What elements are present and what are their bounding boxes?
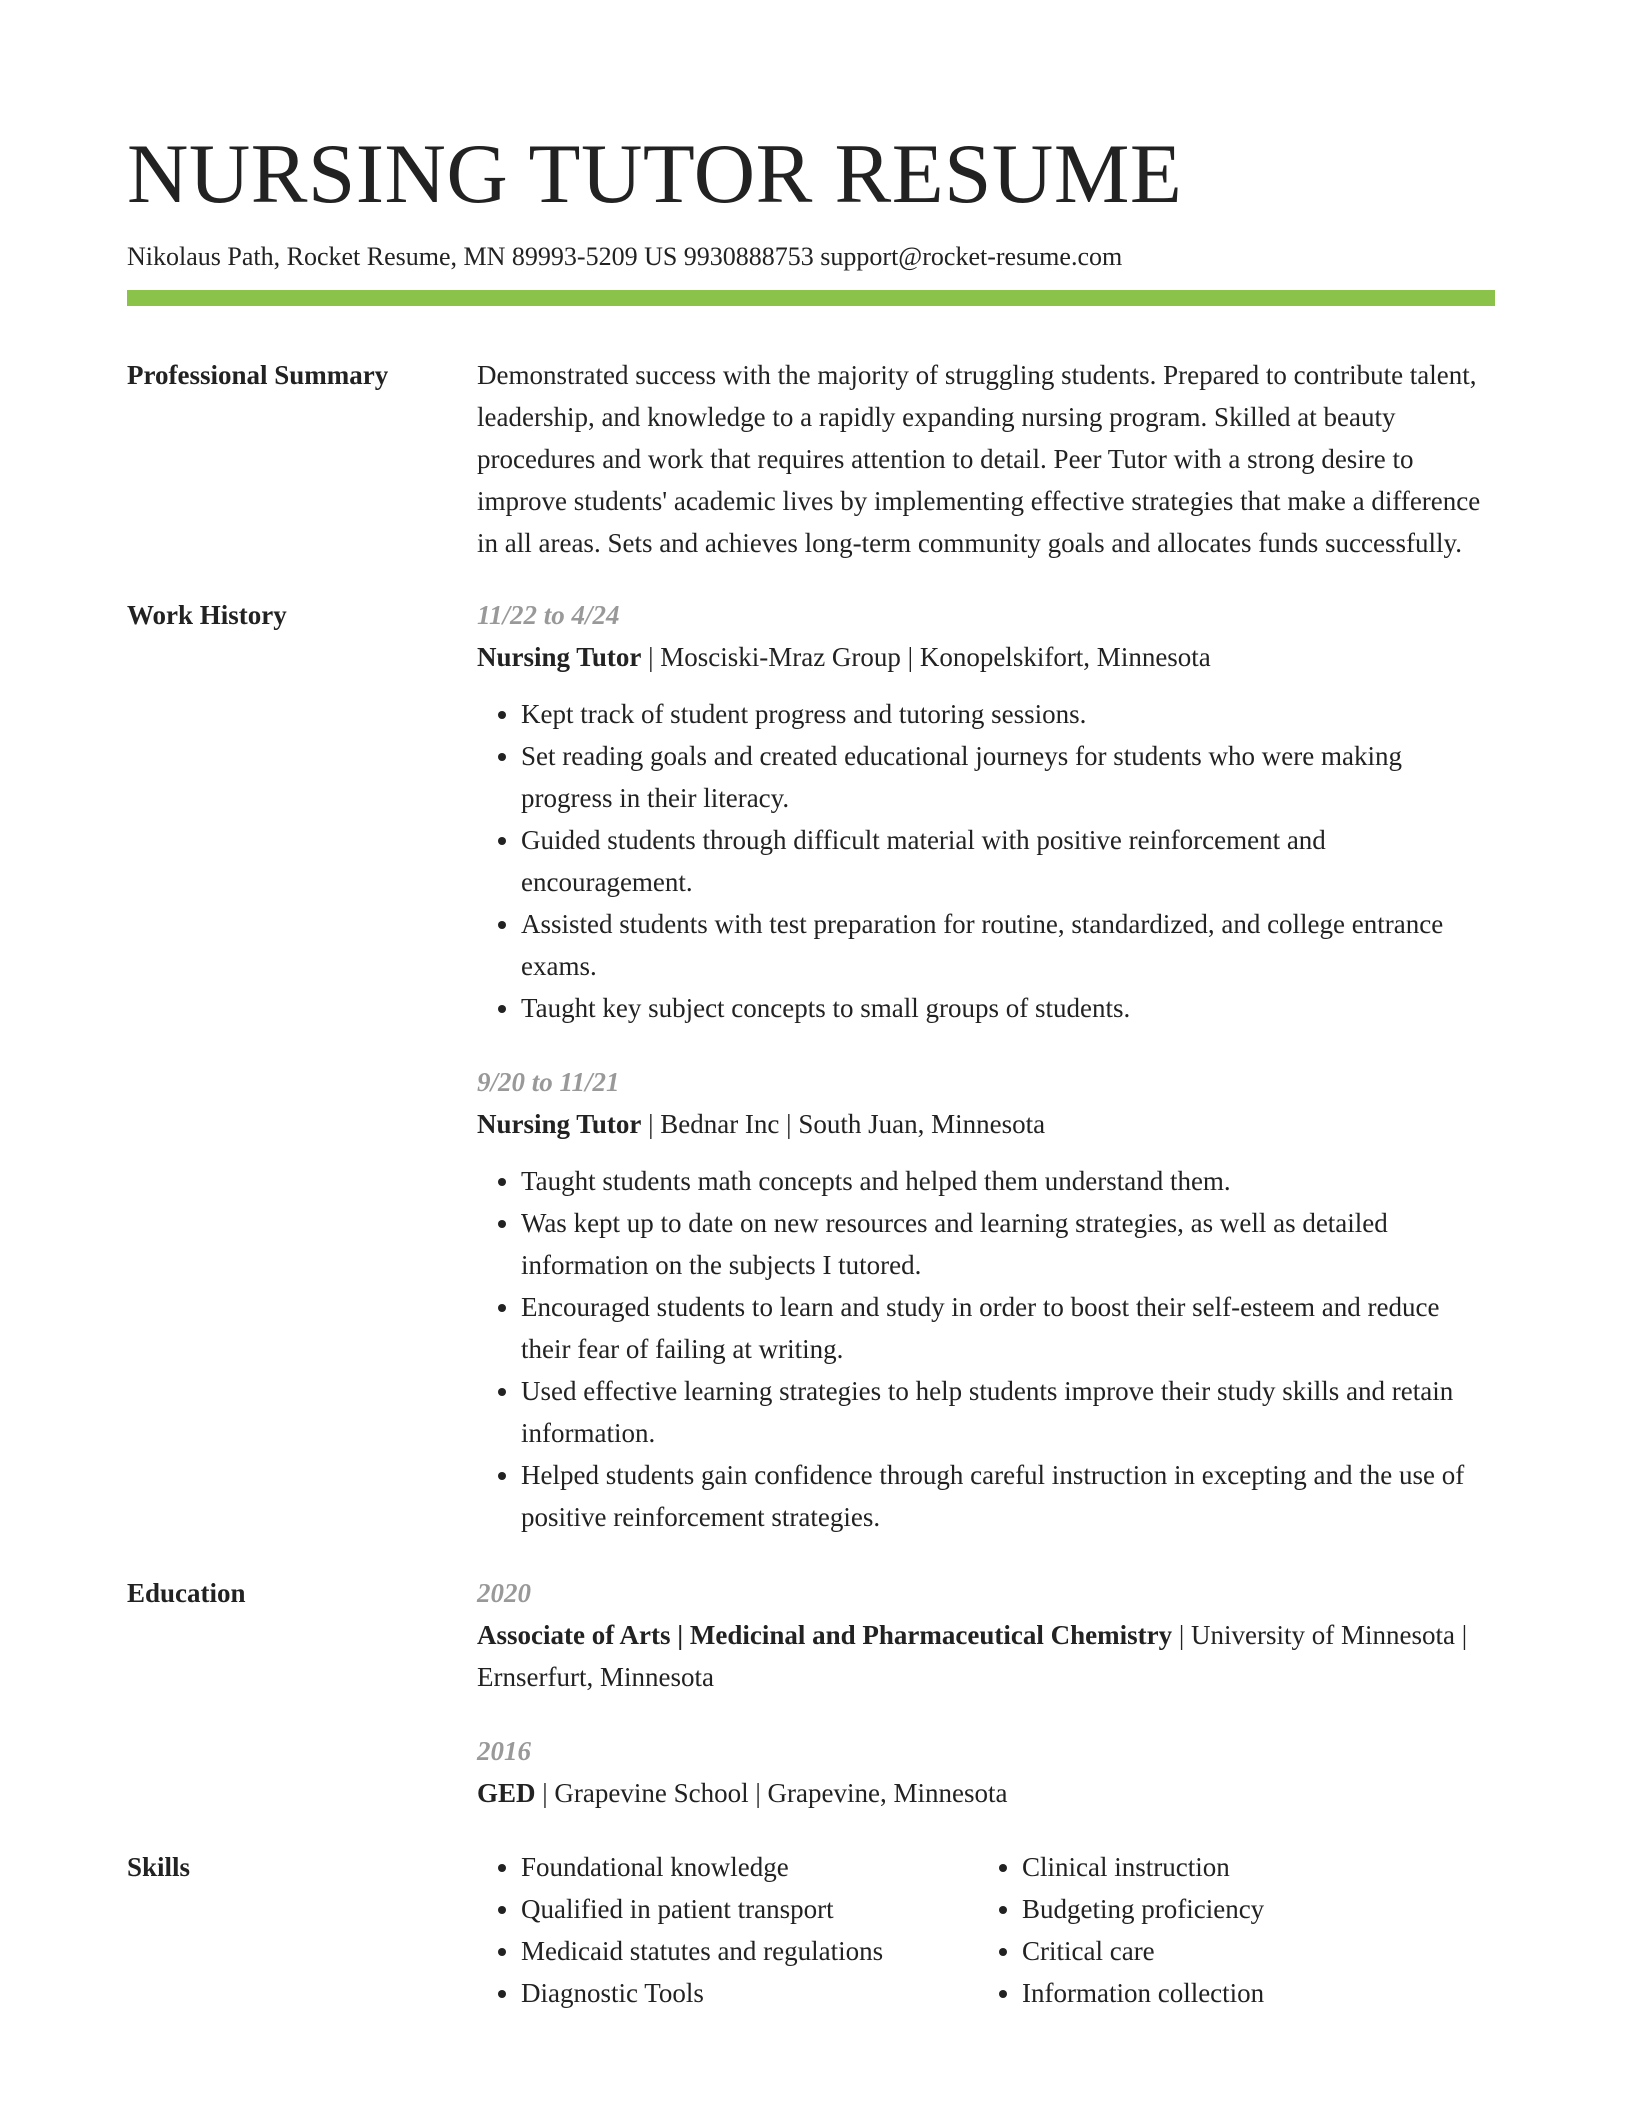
education-heading-line [477,1614,1495,1698]
skill-item: • Information collection [1022,1972,1264,2014]
skills-heading: Skills [127,1852,191,1883]
skill-item: • Critical care [1022,1930,1264,1972]
skill-item: • Medicaid statutes and regulations [521,1930,978,1972]
job-entry [477,1061,1495,1538]
job-duty: • Taught key subject concepts to small groups of students. [521,987,1495,1029]
job-duty: • Helped students gain confidence through careful instruction in excepting and the use of positive reinforcement strategies. [521,1454,1495,1538]
job-duties [477,1160,1495,1538]
education-year: 2020 [477,1578,531,1609]
degree-name: Associate of Arts | Medicinal and Pharmaceutical Chemistry [477,1620,1173,1651]
summary-section [127,354,1495,564]
job-duty: • Encouraged students to learn and study in order to boost their self-esteem and reduce their fear of failing at writing. [521,1286,1495,1370]
job-duty: • Set reading goals and created educational journeys for students who were making progress in their literacy. [521,735,1495,819]
education-year: 2016 [477,1736,531,1767]
skill-item: • Foundational knowledge [521,1846,978,1888]
contact-line: Nikolaus Path, Rocket Resume, MN 89993-5209 US 9930888753 support@rocket-resume.com [127,242,1123,271]
work-history-heading: Work History [127,600,287,631]
skill-item: • Budgeting proficiency [1022,1888,1264,1930]
skill-item: • Qualified in patient transport [521,1888,978,1930]
work-history-section [127,594,1495,1538]
school-details: | University of Minnesota | Ernserfurt, Minnesota [477,1620,1468,1693]
resume-title: NURSING TUTOR RESUME [127,127,1183,221]
resume-page [127,120,1495,2014]
job-heading [477,636,1495,678]
summary-heading: Professional Summary [127,360,389,391]
job-dates: 9/20 to 11/21 [477,1067,620,1098]
job-duty: • Was kept up to date on new resources and learning strategies, as well as detailed information on the subjects I tutored. [521,1202,1495,1286]
job-duty: • Guided students through difficult material with positive reinforcement and encouragement. [521,819,1495,903]
skill-item: • Clinical instruction [1022,1846,1264,1888]
work-history-list [477,594,1495,1538]
skills-column-left [477,1846,978,2014]
job-duty: • Kept track of student progress and tutoring sessions. [521,693,1495,735]
school-details: | Grapevine School | Grapevine, Minnesota [535,1778,1008,1809]
degree-name: GED [477,1778,536,1809]
education-entry [477,1730,1495,1814]
education-heading: Education [127,1578,246,1609]
job-title: Nursing Tutor [477,642,642,673]
job-duty: • Assisted students with test preparation for routine, standardized, and college entrance exams. [521,903,1495,987]
education-entry [477,1572,1495,1698]
job-employer: | Mosciski-Mraz Group | Konopelskifort, Minnesota [641,642,1211,673]
education-section [127,1572,1495,1814]
job-title: Nursing Tutor [477,1109,642,1140]
job-duty: • Taught students math concepts and helped them understand them. [521,1160,1495,1202]
skills-column-right [978,1846,1264,2014]
education-heading-line [477,1772,1495,1814]
skills-list [477,1846,1495,2014]
skill-item: • Diagnostic Tools [521,1972,978,2014]
education-list [477,1572,1495,1814]
job-heading [477,1103,1495,1145]
job-dates: 11/22 to 4/24 [477,600,620,631]
job-entry [477,594,1495,1029]
skills-section [127,1846,1495,2014]
job-duties [477,693,1495,1029]
summary-text: Demonstrated success with the majority of struggling students. Prepared to contribute talent, leadership, and knowledge to a rapidly expanding nursing program. Skilled at beauty procedures and work that requires attention to detail. Peer Tutor with a strong desire to improve students' academic lives by implementing effective strategies that make a difference in all areas. Sets and achieves long-term community goals and allocates funds successfully. [477,360,1481,559]
job-employer: | Bednar Inc | South Juan, Minnesota [641,1109,1046,1140]
job-duty: • Used effective learning strategies to help students improve their study skills and retain information. [521,1370,1495,1454]
header-divider [127,290,1495,306]
